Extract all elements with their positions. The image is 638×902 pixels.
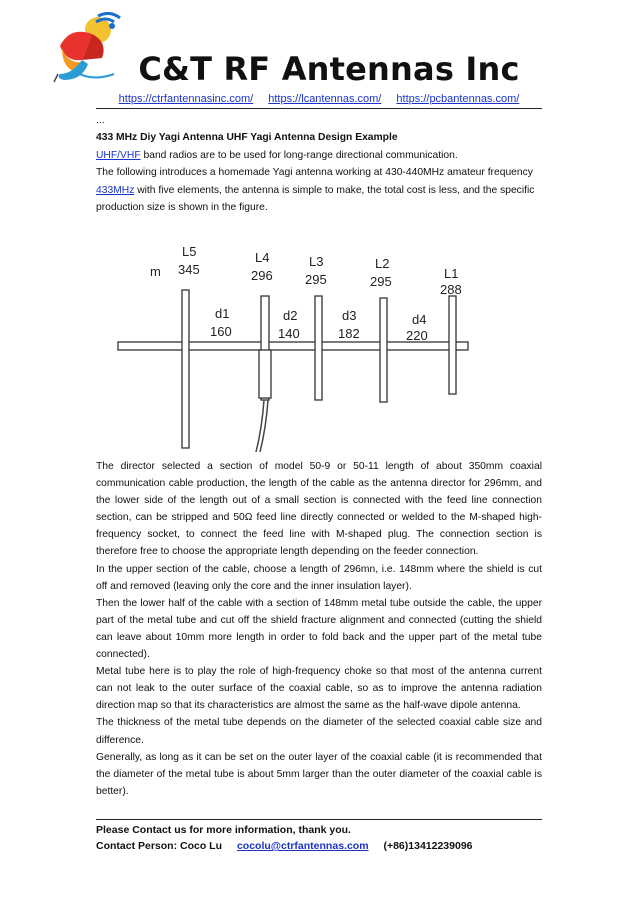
link-pcbantennas[interactable]: https://pcbantennas.com/ <box>396 93 520 105</box>
element-l4-tube <box>259 350 271 398</box>
contact-phone: (+86)13412239096 <box>383 840 473 852</box>
label-d2-name: d2 <box>283 308 298 323</box>
body-paragraph-3: Then the lower half of the cable with a section of 148mm metal tube outside the cable, the upper part of the metal tube and cut off the shield fracture alignment and connected (cutting the shield can leave about 10mm more length in order to fold back and the upper part of the metal tube connected). <box>96 597 542 661</box>
footer-contact-note: Please Contact us for more information, thank you. <box>96 824 351 836</box>
ellipsis: ... <box>96 115 105 126</box>
yagi-antenna-diagram <box>110 238 470 456</box>
intro-line-1: UHF/VHF band radios are to be used for long-range directional communication. <box>96 149 458 161</box>
label-l5-length: 345 <box>178 262 200 277</box>
label-d4-value: 220 <box>406 328 428 343</box>
body-paragraph-4: Metal tube here is to play the role of high-frequency choke so that most of the antenna current can not leak to the outer surface of the coaxial cable, so as to improve the antenna radiation direction map so that its characteristics are almost the same as the half-wave dipole antenna. <box>96 666 542 712</box>
feed-cable <box>256 400 264 452</box>
contact-email-link[interactable]: cocolu@ctrfantennas.com <box>236 840 369 852</box>
unit-label: m <box>150 264 161 279</box>
label-d4-name: d4 <box>412 312 427 327</box>
body-paragraph-2: In the upper section of the cable, choose a length of 296mn, i.e. 148mm where the shield is cut off and removed (leaving only the core and the inner insulation layer). <box>96 563 542 592</box>
header-divider <box>96 108 542 109</box>
label-d1-name: d1 <box>215 306 230 321</box>
element-l2 <box>380 298 387 402</box>
label-l3-length: 295 <box>305 272 327 287</box>
label-l1-length: 288 <box>440 282 462 297</box>
label-l2-length: 295 <box>370 274 392 289</box>
label-d3-name: d3 <box>342 308 357 323</box>
footer-divider <box>96 819 542 820</box>
body-paragraph-6: Generally, as long as it can be set on the outer layer of the coaxial cable (it is recommended that the diameter of the metal tube is about 5mm larger than the outer diameter of the coaxial cable is better). <box>96 751 542 797</box>
boom <box>118 342 468 350</box>
body-paragraph-5: The thickness of the metal tube depends on the diameter of the selected coaxial cable size and difference. <box>96 717 542 746</box>
intro-line-3: 433MHz with five elements, the antenna is simple to make, the total cost is less, and the specific <box>96 184 535 196</box>
label-l4-length: 296 <box>251 268 273 283</box>
intro-line-4: production size is shown in the figure. <box>96 202 268 214</box>
label-l3-name: L3 <box>309 254 324 269</box>
label-l2-name: L2 <box>375 256 390 271</box>
label-d1-value: 160 <box>210 324 232 339</box>
label-d2-value: 140 <box>278 326 300 341</box>
footer-contact-line <box>96 838 542 854</box>
label-l4-name: L4 <box>255 250 270 265</box>
element-l3 <box>315 296 322 400</box>
link-ctrfantennasinc[interactable]: https://ctrfantennasinc.com/ <box>118 93 254 105</box>
footer <box>96 822 542 854</box>
label-l1-name: L1 <box>444 266 459 281</box>
label-l5-name: L5 <box>182 244 197 259</box>
uhf-vhf-link[interactable]: UHF/VHF <box>96 149 141 161</box>
company-name: C&T RF Antennas Inc <box>138 50 520 88</box>
element-l1 <box>449 296 456 394</box>
link-lcantennas[interactable]: https://lcantennas.com/ <box>268 93 382 105</box>
433mhz-link[interactable]: 433MHz <box>96 184 135 196</box>
intro-line-2: The following introduces a homemade Yagi antenna working at 430-440MHz amateur frequency <box>96 167 533 179</box>
body-section <box>96 458 542 800</box>
body-paragraph-1: The director selected a section of model 50-9 or 50-11 length of about 350mm coaxial communication cable production, the length of the cable as the antenna director for 296mm, and the lower side of the length out of a small section is connected with the feed line connection section, can be stripped and 50Ω feed line directly connected or welded to the M-shaped high-frequency socket, to connect the feed line with M-shaped plug. The connection section is therefore free to choose the appropriate length depending on the feeder connection. <box>96 461 542 558</box>
label-d3-value: 182 <box>338 326 360 341</box>
contact-person: Contact Person: Coco Lu <box>96 840 223 852</box>
element-l5 <box>182 290 189 448</box>
header-links <box>96 93 542 105</box>
article-title: 433 MHz Diy Yagi Antenna UHF Yagi Antenna Design Example <box>96 132 398 144</box>
intro-section <box>96 112 542 216</box>
